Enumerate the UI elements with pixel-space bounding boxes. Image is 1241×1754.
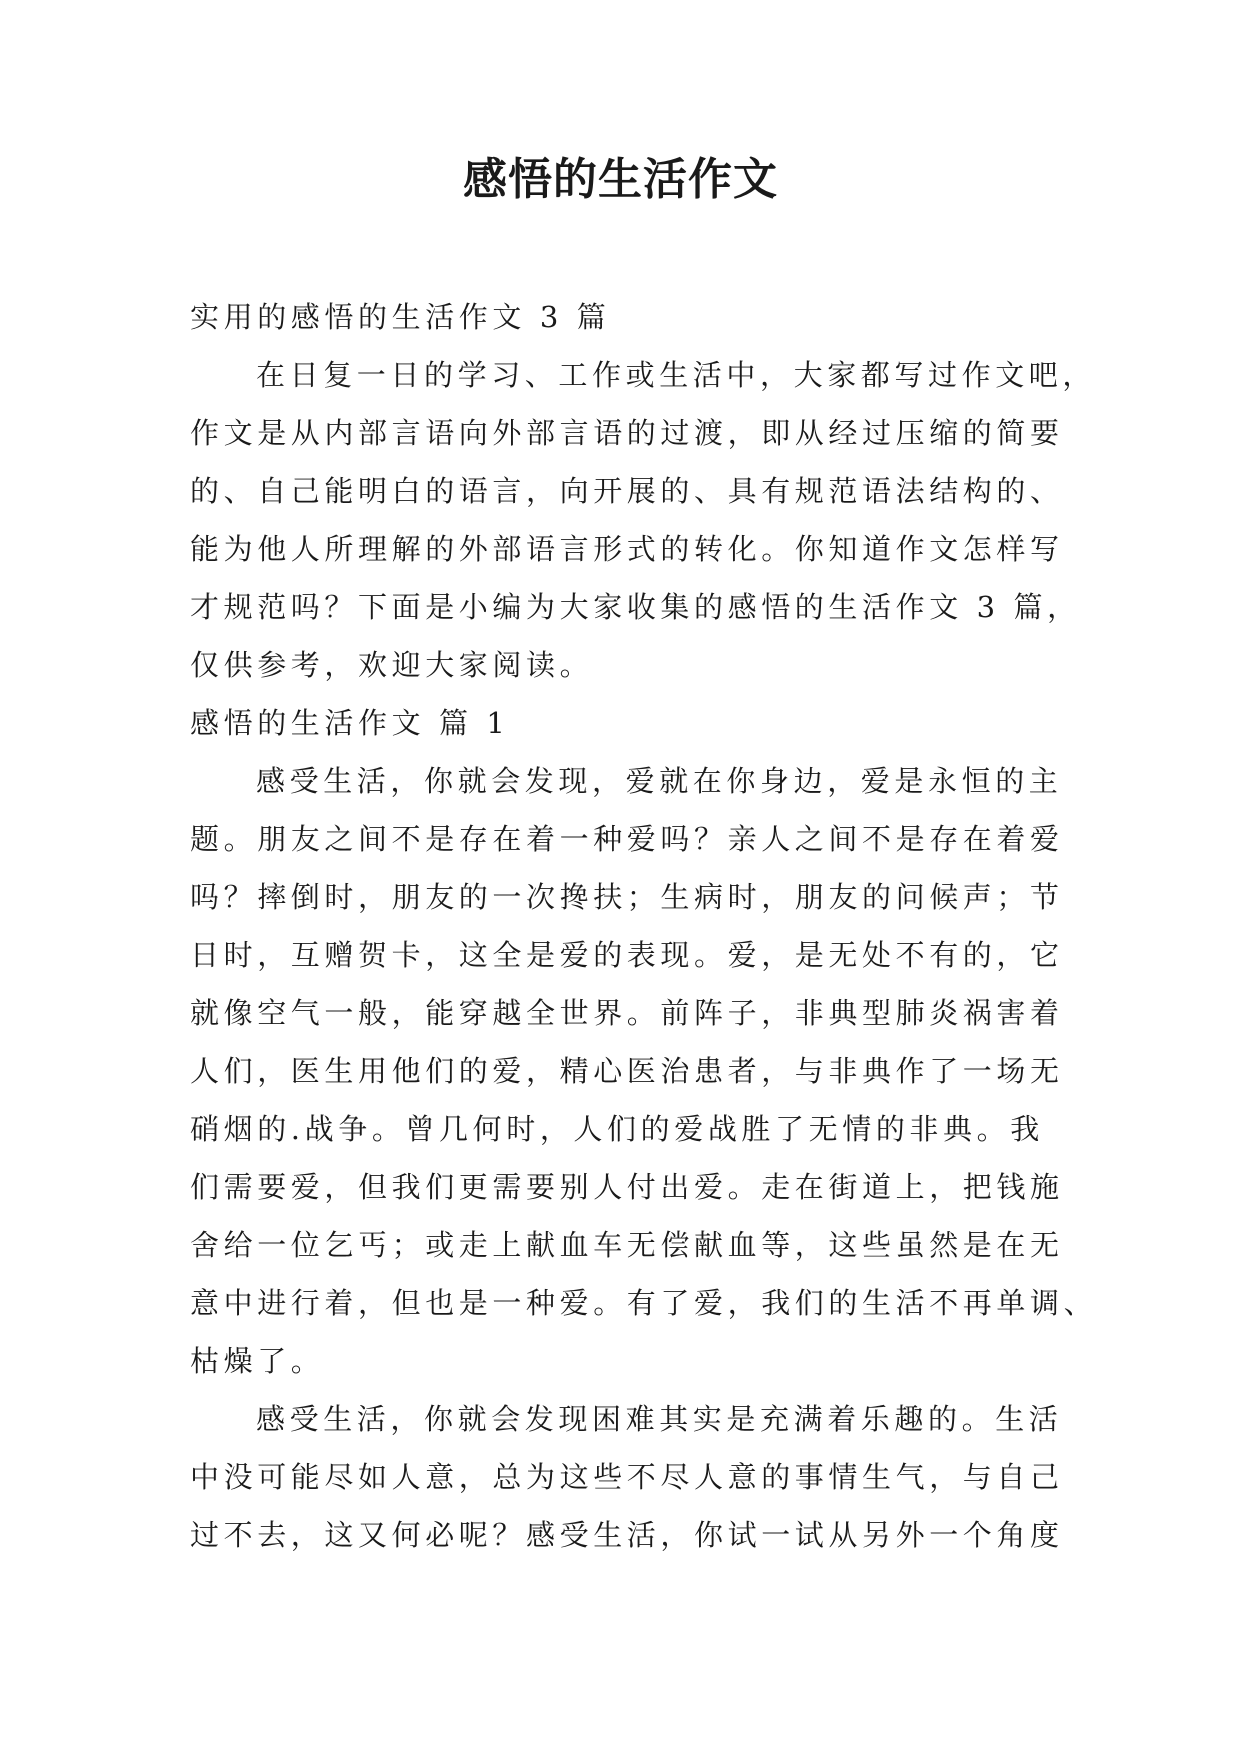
- body-line: 仅供参考，欢迎大家阅读。: [190, 648, 594, 682]
- body-line: 感受生活，你就会发现，爱就在你身边，爱是永恒的主: [256, 764, 1063, 798]
- document-title: 感悟的生活作文: [463, 154, 778, 205]
- body-line: 能为他人所理解的外部语言形式的转化。你知道作文怎样写: [190, 532, 1064, 566]
- section-heading: 感悟的生活作文 篇 1: [190, 706, 510, 740]
- body-line: 过不去，这又何必呢？感受生活，你试一试从另外一个角度: [190, 1518, 1064, 1552]
- body-line: 作文是从内部言语向外部言语的过渡，即从经过压缩的简要: [190, 416, 1064, 450]
- subtitle-line: 实用的感悟的生活作文 3 篇: [190, 300, 611, 334]
- body-line: 吗？摔倒时，朋友的一次搀扶；生病时，朋友的问候声；节: [190, 880, 1064, 914]
- body-line: 中没可能尽如人意，总为这些不尽人意的事情生气，与自己: [190, 1460, 1064, 1494]
- body-line: 枯燥了。: [190, 1344, 325, 1378]
- document-body: [190, 288, 1098, 1564]
- body-line: 就像空气一般，能穿越全世界。前阵子，非典型肺炎祸害着: [190, 996, 1064, 1030]
- body-line: 日时，互赠贺卡，这全是爱的表现。爱，是无处不有的，它: [190, 938, 1064, 972]
- body-line: 舍给一位乞丐；或走上献血车无偿献血等，这些虽然是在无: [190, 1228, 1064, 1262]
- body-line: 在日复一日的学习、工作或生活中，大家都写过作文吧，: [256, 358, 1097, 392]
- body-line: 们需要爱，但我们更需要别人付出爱。走在街道上，把钱施: [190, 1170, 1064, 1204]
- body-line: 意中进行着，但也是一种爱。有了爱，我们的生活不再单调、: [190, 1286, 1098, 1320]
- body-line: 的、自己能明白的语言，向开展的、具有规范语法结构的、: [190, 474, 1064, 508]
- body-line: 题。朋友之间不是存在着一种爱吗？亲人之间不是存在着爱: [190, 822, 1064, 856]
- body-line: 才规范吗？下面是小编为大家收集的感悟的生活作文 3 篇，: [190, 590, 1081, 624]
- body-line: 人们，医生用他们的爱，精心医治患者，与非典作了一场无: [190, 1054, 1064, 1088]
- body-line: 硝烟的.战争。曾几何时，人们的爱战胜了无情的非典。我: [190, 1112, 1044, 1146]
- body-line: 感受生活，你就会发现困难其实是充满着乐趣的。生活: [256, 1402, 1063, 1436]
